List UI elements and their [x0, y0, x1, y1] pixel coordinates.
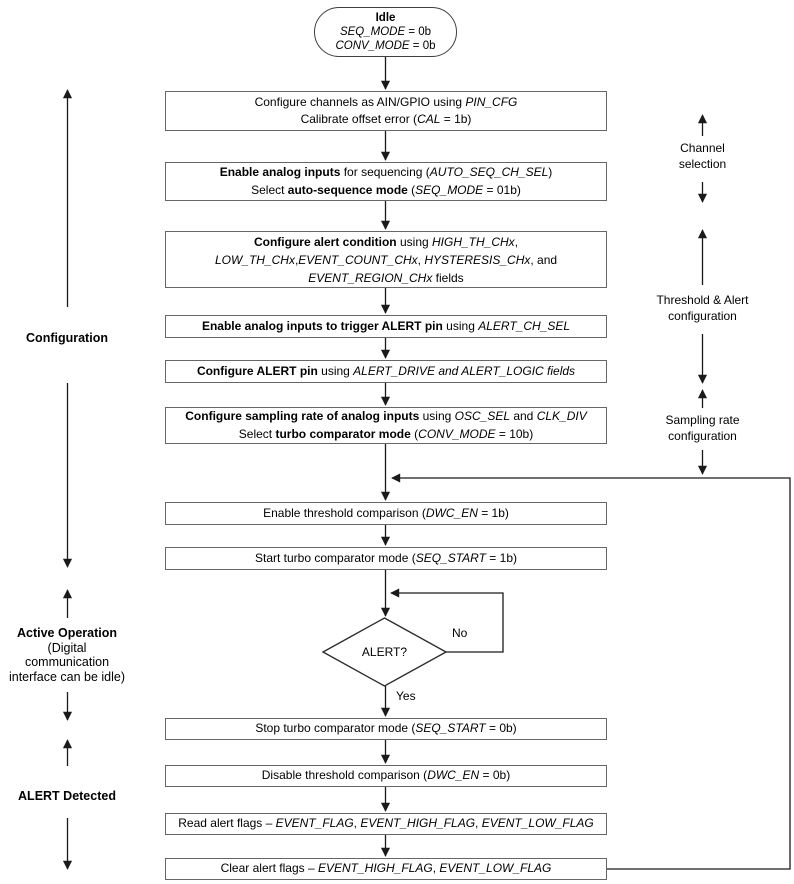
step-configure-sampling-rate: Configure sampling rate of analog inputs using OSC_SEL and CLK_DIV Select turbo comparator mode (CONV_MODE = 10b) [165, 407, 607, 444]
step-stop-turbo-comparator: Stop turbo comparator mode (SEQ_START = 0b) [165, 718, 607, 740]
decision-yes-label: Yes [396, 689, 416, 703]
phase-label-configuration: Configuration [26, 331, 108, 345]
step-configure-alert-condition: Configure alert condition using HIGH_TH_CHx, LOW_TH_CHx,EVENT_COUNT_CHx, HYSTERESIS_CHx, and EVENT_REGION_CHx fields [165, 231, 607, 288]
phase-label-alert-detected: ALERT Detected [18, 789, 116, 803]
step-start-turbo-comparator: Start turbo comparator mode (SEQ_START = 1b) [165, 547, 607, 570]
step-clear-alert-flags: Clear alert flags – EVENT_HIGH_FLAG, EVENT_LOW_FLAG [165, 858, 607, 880]
step-read-alert-flags: Read alert flags – EVENT_FLAG, EVENT_HIGH_FLAG, EVENT_LOW_FLAG [165, 813, 607, 835]
arrow-feedback-loop [392, 478, 790, 869]
stage-label-channel-selection: Channel selection [678, 141, 727, 171]
phase-label-active-operation: Active Operation (Digital communication interface can be idle) [8, 626, 126, 684]
step-configure-alert-pin: Configure ALERT pin using ALERT_DRIVE and ALERT_LOGIC fields [165, 360, 607, 383]
start-terminator-idle: Idle SEQ_MODE = 0b CONV_MODE = 0b [314, 7, 457, 57]
stage-label-threshold-alert: Threshold & Alert configuration [656, 293, 749, 323]
step-enable-alert-trigger: Enable analog inputs to trigger ALERT pin using ALERT_CH_SEL [165, 315, 607, 338]
stage-label-sampling-rate: Sampling rate configuration [665, 413, 740, 443]
step-disable-threshold-comparison: Disable threshold comparison (DWC_EN = 0b) [165, 765, 607, 787]
step-configure-channels: Configure channels as AIN/GPIO using PIN_CFG Calibrate offset error (CAL = 1b) [165, 91, 607, 131]
step-enable-threshold-comparison: Enable threshold comparison (DWC_EN = 1b) [165, 502, 607, 525]
step-enable-sequencing: Enable analog inputs for sequencing (AUTO_SEQ_CH_SEL) Select auto-sequence mode (SEQ_MODE = 01b) [165, 162, 607, 201]
decision-no-label: No [452, 626, 468, 640]
decision-question-label: ALERT? [361, 645, 408, 659]
